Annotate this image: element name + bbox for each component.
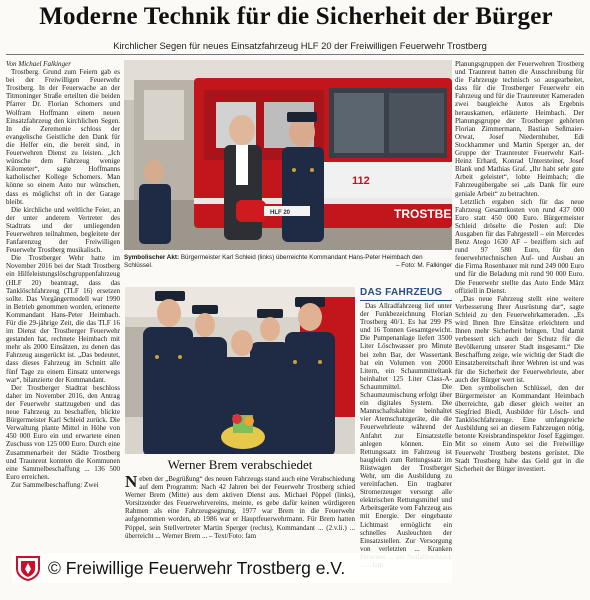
caption-label: Symbolischer Akt: xyxy=(124,254,180,261)
paragraph: Der Trostberger Stadtrat beschloss daher im November 2016, den Antrag der Feuerwehr stattzugeben und das neue Fahrzeug zu beschaffen, blickte Bürgermeister Karl Schleid zurück. Die Verwaltung plante Mittel in Höhe von 450 000 Euro ein und erwartete einen Zuschuss von 125 000 Euro. Durch eine Zusammenarbeit der Städte Trostberg und Traunreut konnten die Kommunen eine Sammelbeschaffung ... 136 500 Euro erreichen. xyxy=(6,383,120,481)
byline: Von Michael Falkinger xyxy=(6,60,71,68)
paragraph: Zur Sammelbeschaffung: Zwei xyxy=(11,480,99,489)
fahrzeug-body: Das Allradfahrzeug lief unter der Funkbezeichnung Florian Trostberg 40/1. Es hat 299 PS und 16 Tonnen Gesamtgewicht. Die Pumpenanlage liefert 3500 Liter Löschwasser pro Minute bei zehn Bar, der Wassertank hat ein Volumen von 2000 Litern, ein Schaummitteltank beinhaltet 125 Liter Class-A-Schaummittel. Die Schaumzumischung erfolgt über ein digitales System. Die Mannschaftskabine beinhaltet vier Atemschutzgeräte, die die Feuerwehrleute während der Anfahrt zur Einsatzstelle anlegen können. Ein Rettungssatz im Fahrzeug ist baugleich zum Rettungssatz im Rüstwagen der Trostberger Wehr, um die Ausbildung zu vereinfachen. Ein tragbarer Stromerzeuger versorgt alle elektrischen Rettungsmittel und Arbeitsgeräte vom Fahrzeug aus mit Energie. Der eingebaute Lichtmast ermöglicht ein schnelles Ausleuchten der Einsatzstellen. Zur Versorgung von verletzten ... Kranken xyxy=(360,302,452,553)
article-subheadline: Kirchlicher Segen für neues Einsatzfahrzeug HLF 20 der Freiwilligen Feuerwehr Trostberg xyxy=(113,40,487,51)
drop-cap: N xyxy=(125,475,138,491)
paragraph: Trostberg. Grund zum Feiern gab es bei der Freiwilligen Feuerwehr Trostberg. In der Feuerwache an der Titmoninger Straße erteilten die beiden Pfarrer Dr. Florian Schomers und Wolfram Hoffmann einem neuen Einsatzfahrzeug den kirchlichen Segen. In die Zeremonie schloss der evangelische Geistliche den Dank für die Helfer ein, die bereit sind, in Feuerwehren Dienst zu leisten. „Ich wünsche dem Fahrzeug wenige Kilometer“, sagte Hoffmanns katholischer Kollege Schomers. Man könne so einem Auto nur wünschen, dass es möglichst oft in der Garage bleibt. xyxy=(6,68,120,206)
paragraph: „Das neue Fahrzeug stellt eine weitere Verbesserung Ihrer Ausrüstung dar“, sagte Schleid zu den Feuerwehrkameraden. „Es wird Ihnen Ihre Einsätze erleichtern und Ihnen mehr Sicherheit bringen. Und damit verbessert sich auch der Schutz für die Bevölkerung unserer Stadt insgesamt.“ Die Beschaffung zeige, wie wichtig der Stadt die Einsatzbereitschaft ihrer Wehren ist und was für die Sicherheit der Feuerwehrleute, aber auch der Bürger wert ist. xyxy=(455,294,584,384)
paragraph: Den symbolischen Schlüssel, den der Bürgermeister an Kommandant Heimbach überreichte, gab dieser gleich weiter an Siegfried Biedl, Ausbilder für Lösch- und Tanklöschfahrzeuge. Eine umfangreiche Ausbildung sei an diesem Fahrzeugen nötig, betonte Kreisbrandinspektor Josef Eggimger. Mit so einem Auto sei die Freiwillige Feuerwehr Trostberg bestens gerüstet. Die Stadt Trostberg habe das Geld gut in die Sicherheit der Bürger investiert. xyxy=(455,383,584,473)
paragraph: Die Trostberger Wehr hatte im November 2016 bei der Stadt Trostberg ein Hilfeleistungslöschgruppenfahrzeug (HLF 20) beantragt, dass das Tanklöschfahrzeug (TLF 16) ersetzen sollte. Das Vorgängermodell war 1990 in Betrieb genommen worden, erinnerte Kommandant Hans-Peter Heimbach. Für die 29-jährige Zeit, die das TLF 16 im Dienst der Trostberger Feuerwehr gestanden hat, rechnete Heimbach mit mehr als 2000 Einsätzen, zu denen das Fahrzeug ausgerückt ist. „Das bedeutet, dass dieses Fahrzeug im Schnitt alle fünf Tage zu einem Einsatz unterwegs war“, bilanzierte der Kommandant. xyxy=(6,254,120,384)
headline-divider xyxy=(6,54,584,55)
photo-farewell-group xyxy=(125,287,355,454)
truck-number: 112 xyxy=(352,175,370,187)
copyright-watermark xyxy=(12,553,452,583)
photo-caption xyxy=(124,254,452,269)
farewell-body: eben der „Begrüßung“ des neuen Fahrzeugs stand auch eine Verabschiedung auf dem Programm: Nach 42 Jahren bei der Feuerwehr Trostberg schied Werner Brem (Mitte) aus dem aktiven Dienst aus. Michael Pöppel (links), Vorsitzender des Feuerwehrvereins, meinte, es gebe dafür keinen würdigeren Rahmen als eine Fahrzeugsegnung. 1977 war Brem in die Feuerwehr aufgenommen worden, ab 1986 war er Hauptfeuerwehrmann. Für Brem hatten Pöppel, sein Stellvertreter Martin Sperger (rechts), Kommandant ... (2.v.li.) ... überreicht ... Werner Brem ... – Text/Foto: fam xyxy=(125,475,355,540)
fahrzeug-heading: DAS FAHRZEUG xyxy=(360,287,443,298)
column-left xyxy=(6,60,120,600)
article-headline: Moderne Technik für die Sicherheit der Bürger xyxy=(39,3,553,30)
fahrzeug-divider xyxy=(360,300,452,301)
paragraph: Planungsgruppen der Feuerwehren Trostberg und Traunreut hatten die Ausschreibung für die Fahrzeuge technisch so ausgearbeitet, dass für die Trostberger Feuerwehr ein Fahrzeug und für die Traunreuter Kameraden zwei baugleiche Autos als Ergebnis herauskamen, erläuterte Heimbach. Der Planungsgruppe der Trostberger gehörten Florian Zimmermann, Bastian Seßmaier-Orwat, Josef Niedernhuber, Edi Stockhammer und Martin Sperger an, der Gruppe der Traunreuter Feuerwehr Karl-Heinz Erhard, Konrad Untersteiner, Josef Blank und Mathias Graf. „Ihr habt sehr gute Arbeit geleistet“, lobte Heimbach; die Fahrzeugübergabe sei „als Dank für eure geniale Arbeit“ zu betrachten. xyxy=(455,60,584,198)
farewell-heading: Werner Brem verabschiedet xyxy=(167,457,313,472)
paragraph: Letztlich ergaben sich für das neue Fahrzeug Gesamtkosten von rund 437 000 Euro statt 450 000 Euro. Bürgermeister Schleid dröselte die Posten auf: Die Ausgaben für das Fahrgestell – ein Mercedes Benz Atego 1630 AF – beziffern sich auf rund 97 580 Euro, für den feuerwehrtechnischen Auf- und Ausbau an die Firma Rosenbauer mit rund 249 000 Euro und für die Beladung mit rund 90 000 Euro. Die Feuerwehr stellte das Auto Ende März offiziell in Dienst. xyxy=(455,197,584,295)
column-right xyxy=(455,60,584,600)
photo-credit: – Foto: M. Falkinger xyxy=(396,261,452,269)
key-label: HLF 20 xyxy=(270,210,291,216)
photo-key-handover xyxy=(124,60,452,250)
fire-brigade-crest-icon xyxy=(14,555,42,581)
truck-lettering: TROSTBE xyxy=(394,207,452,221)
paragraph: Die kirchliche und weltliche Feier, an der unter anderem Vertreter des Stadtrats und der umliegenden Feuerwehren teilnahmen, begleitete der Fanfarenzug der Freiwilligen Feuerwehr Trostberg musikalisch. xyxy=(6,205,120,255)
farewell-group-illustration xyxy=(125,287,355,454)
caption-text: Bürgermeister Karl Schleid (links) überreichte Kommandant Hans-Peter Heimbach den Schlüssel. xyxy=(124,254,423,269)
key-handover-illustration xyxy=(124,60,452,250)
watermark-text: © Freiwillige Feuerwehr Trostberg e.V. xyxy=(48,557,346,578)
